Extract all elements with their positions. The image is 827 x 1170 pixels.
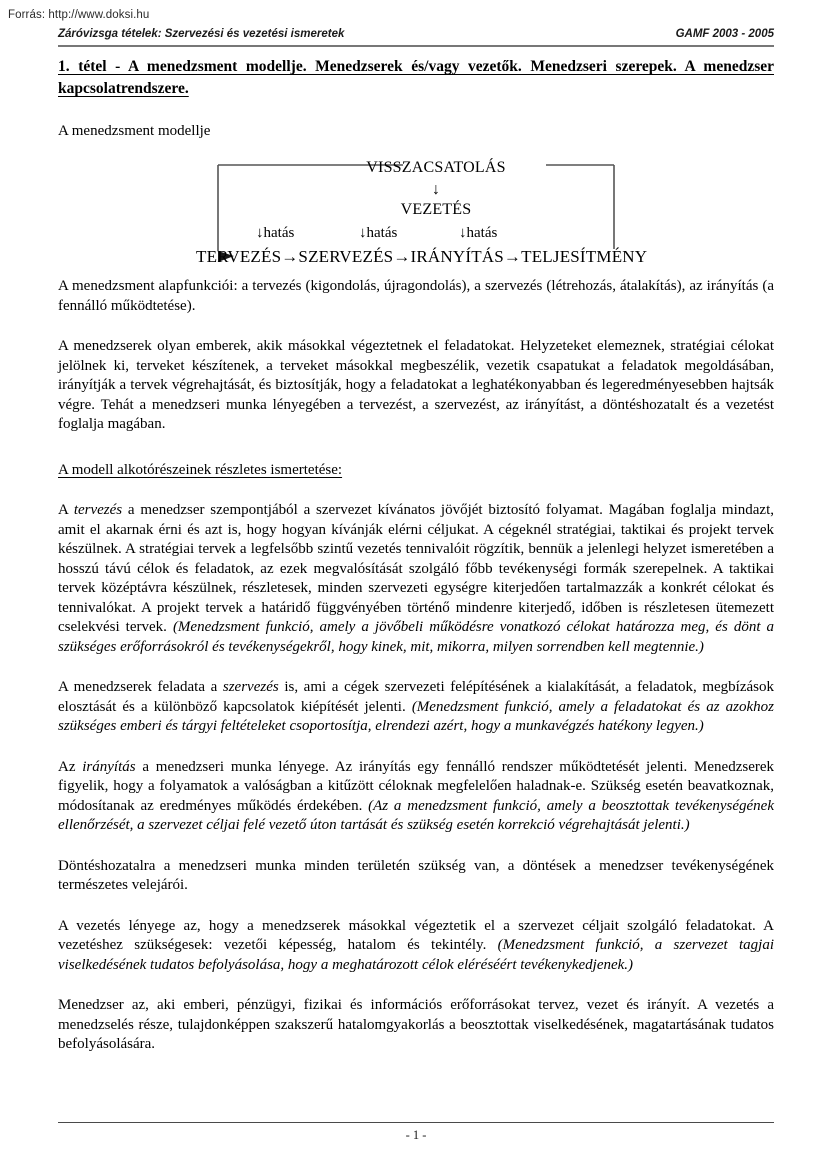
diagram-container	[58, 159, 774, 277]
vezetes-funkcio-note: (Menedzsment funkció, a szervezet tagjai viselkedésének tudatos befolyásolása, hogy a meghatározott célok eléréséért tevékenykedjenek.)	[58, 937, 774, 973]
diagram-effect-label-2: ↓hatás	[359, 225, 398, 242]
diagram-process-chain: TERVEZÉS→SZERVEZÉS→IRÁNYÍTÁS→TELJESÍTMÉNY	[196, 247, 648, 267]
subheading-modell-alkotoreszek: A modell alkotórészeinek részletes ismertetése:	[58, 461, 343, 478]
spacer	[58, 657, 774, 678]
document-content	[58, 56, 774, 1055]
spacer	[58, 836, 774, 857]
paragraph-alapfunkciok: A menedzsment alapfunkciói: a tervezés (kigondolás, újragondolás), a szervezés (létrehozás, átalakítás), az irányítás (a fennálló működtetése).	[58, 278, 774, 314]
tervezes-funkcio-note: (Menedzsment funkció, amely a jövőbeli működésre vonatkozó célokat határozza meg, és dönt a szükséges erőforrásokról és tevékenységekről, hogy kinek, mit, mikorra, milyen sorrendben kell megtennie.)	[58, 619, 775, 655]
menedzsment-modell-diagram	[196, 159, 676, 277]
header-right-course: GAMF 2003 - 2005	[675, 28, 774, 40]
spacer	[58, 896, 774, 917]
spacer	[58, 480, 774, 501]
tervezes-text-a: A	[58, 502, 74, 519]
diagram-feedback-label: VISSZACSATOLÁS	[366, 159, 506, 177]
paragraph-donteshozatal: Döntéshozatalra a menedzseri munka minden területén szükség van, a döntések a menedzser tevékenységének természetes velejárói.	[58, 857, 774, 894]
iranyitas-funkcio-note: (Az a menedzsment funkció, amely a beosztottak tevékenységének ellenőrzését, a szervezet céljai felé vezető úton tartását és szükség esetén korrekció végrehajtását jelenti.)	[58, 797, 774, 834]
paragraph-menedzser-definicio: Menedzser az, aki emberi, pénzügyi, fizikai és információs erőforrásokat tervez, vezet és irányít. A vezetés a menedzselés része, tulajdonképpen szakszerű hatalomgyakorlás a beosztottak viselkedésének, magatartásának tudatos befolyásolására.	[58, 997, 774, 1053]
page-number: - 1 -	[405, 1128, 427, 1142]
iranyitas-text-b: a menedzseri munka lényege. Az irányítás egy fennálló rendszer működtetését jelenti. Menedzserek figyelik, hogy a folyamatok a valóságban a kitűzött céloknak megfelelően haladnak-e. Szükség esetén beavatkoznak, módosítanak az eredményes működés érdekében.	[58, 758, 775, 814]
spacer	[58, 975, 774, 996]
szervezes-text-a: A menedzserek feladata a	[58, 679, 223, 696]
paragraph-vezetes	[58, 917, 774, 976]
diagram-effect-label-3: ↓hatás	[459, 225, 498, 242]
paragraph-iranyitas	[58, 758, 774, 836]
szervezes-funkcio-note: (Menedzsment funkció, amely a feladatokat és az azokhoz szükséges emberi és tárgyi feltételeket csoportosítja, elrendezi azért, hogy a munkavégzés hatékony legyen.)	[58, 698, 774, 735]
vezetes-text-a: A vezetés lényege az, hogy a menedzserek másokkal végeztetik el a szervezet céljait szolgáló feladatokat. A vezetéshez szükségesek: vezetői képesség, hatalom és tekintély.	[58, 917, 774, 954]
running-header	[58, 28, 774, 40]
footer-divider	[58, 1122, 774, 1123]
paragraph-tervezes	[58, 501, 774, 657]
szervezes-emphasis: szervezés	[222, 679, 279, 696]
iranyitas-emphasis: irányítás	[82, 758, 136, 775]
intro-line: A menedzsment modellje	[58, 122, 211, 139]
diagram-down-arrow-icon: ↓	[432, 181, 440, 199]
paragraph-szervezes	[58, 678, 774, 737]
spacer	[58, 101, 774, 122]
spacer	[58, 435, 774, 461]
szervezes-text-b: is, ami a cégek szervezeti felépítésének a kialakítását, a feladatok, megbízások elosztását és a különböző kapcsolatok kiépítését jelenti.	[58, 679, 774, 715]
diagram-effect-row	[196, 225, 676, 245]
page-title: 1. tétel - A menedzsment modellje. Menedzserek és/vagy vezetők. Menedzseri szerepek. A menedzser kapcsolatrendszere.	[58, 58, 774, 98]
header-divider	[58, 45, 774, 47]
spacer	[58, 737, 774, 758]
spacer	[58, 316, 774, 337]
header-left-title: Záróvizsga tételek: Szervezési és vezetési ismeretek	[58, 28, 345, 40]
diagram-effect-label-1: ↓hatás	[256, 225, 295, 242]
tervezes-emphasis: tervezés	[73, 502, 123, 519]
paragraph-menedzserek: A menedzserek olyan emberek, akik másokkal végeztetnek el feladatokat. Helyzeteket elemeznek, stratégiai célokat jelölnek ki, terveket készítenek, a terveket másokkal megbeszélik, vezetik csapatukat a feladatok megoldásában, irányítják a tervek végrehajtását, és biztosítják, hogy a feladatokat a leghatékonyabban és legeredményesebben hajtsák végre. Tehát a menedzseri munka lényegében a tervezést, a szervezést, az irányítást, a döntéshozatalt és a vezetést foglalja magában.	[58, 338, 774, 433]
source-watermark: Forrás: http://www.doksi.hu	[8, 9, 150, 21]
tervezes-text-b: a menedzser szempontjából a szervezet kívánatos jövőjét biztosító folyamat. Magában foglalja mindazt, amit el akarnak érni és azt is, hogy hogyan kívánják elérni céljukat. A cégeknél stratégiai, taktikai és projekt tervek készülnek. A stratégiai tervek a legfelsőbb szintű vezetés tennivalóit rögzítik, bennük a jelenlegi helyzet ismeretében a hosszú távú célok és feladatok, az ezek megvalósítását szolgáló főbb tevékenységi formák szerepelnek. A taktikai tervek középtávra készülnek, részletesek, minden szervezeti egységre kiterjedően tartalmazzák a konkrét célokat és tennivalókat. A projekt tervek a határidő függvényében történő mindenre kiterjedő, időben is részletesen ütemezett cselekvési tervek.	[58, 502, 774, 636]
diagram-leadership-label: VEZETÉS	[400, 201, 472, 219]
iranyitas-text-a: Az	[58, 758, 83, 775]
